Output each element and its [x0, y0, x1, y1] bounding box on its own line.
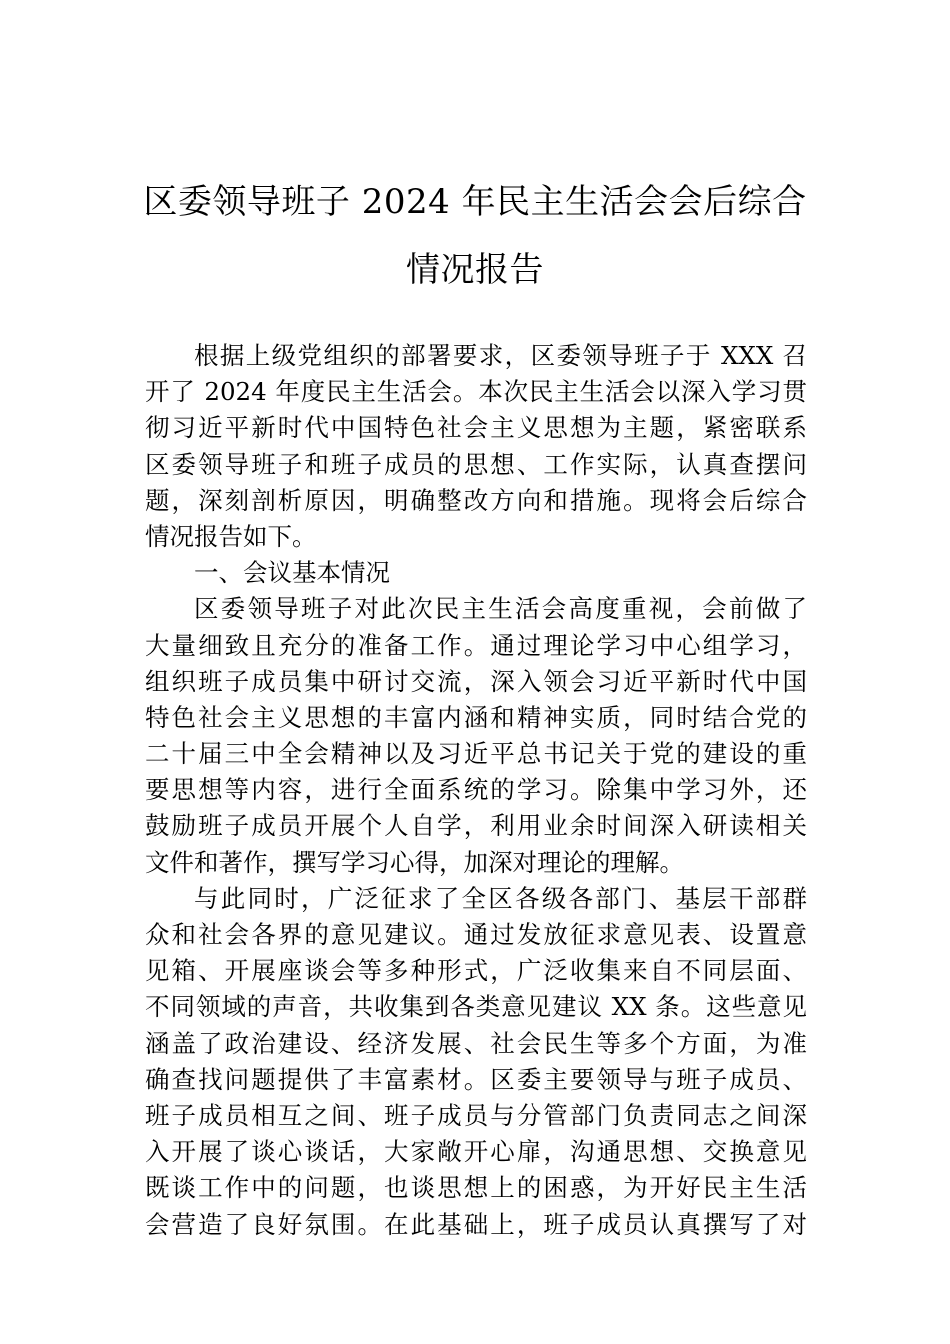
paragraph-line: 与此同时，广泛征求了全区各级各部门、基层干部群: [194, 883, 807, 913]
paragraph-line: 根据上级党组织的部署要求，区委领导班子于 XXX 召: [194, 341, 807, 370]
document-title-line-1: 区委领导班子 2024 年民主生活会会后综合: [143, 182, 807, 222]
paragraph-line: 见箱、开展座谈会等多种形式，广泛收集来自不同层面、: [145, 956, 807, 986]
paragraph-line: 要思想等内容，进行全面系统的学习。除集中学习外，还: [145, 775, 807, 805]
paragraph-line: 涵盖了政治建设、经济发展、社会民生等多个方面，为准: [145, 1028, 807, 1058]
paragraph-line: 既谈工作中的问题，也谈思想上的困惑，为开好民主生活: [145, 1173, 807, 1203]
paragraph-line: 会营造了良好氛围。在此基础上，班子成员认真撰写了对: [145, 1209, 807, 1239]
paragraph-line: 组织班子成员集中研讨交流，深入领会习近平新时代中国: [145, 666, 807, 696]
paragraph-line: 不同领域的声音，共收集到各类意见建议 XX 条。这些意见: [145, 992, 807, 1022]
paragraph-line: 文件和著作，撰写学习心得，加深对理论的理解。: [145, 847, 684, 877]
paragraph-line: 区委领导班子和班子成员的思想、工作实际，认真查摆问: [145, 449, 807, 479]
document-title-line-2: 情况报告: [406, 250, 544, 290]
paragraph-line: 特色社会主义思想的丰富内涵和精神实质，同时结合党的: [145, 702, 807, 732]
section-heading: 一、会议基本情况: [194, 558, 390, 588]
paragraph-line: 班子成员相互之间、班子成员与分管部门负责同志之间深: [145, 1100, 807, 1130]
paragraph-line: 题，深刻剖析原因，明确整改方向和措施。现将会后综合: [145, 485, 807, 515]
paragraph-line: 众和社会各界的意见建议。通过发放征求意见表、设置意: [145, 920, 807, 949]
paragraph-line: 大量细致且充分的准备工作。通过理论学习中心组学习，: [145, 630, 807, 660]
paragraph-line: 鼓励班子成员开展个人自学，利用业余时间深入研读相关: [145, 811, 807, 841]
document-body: [145, 338, 807, 1243]
paragraph-line: 入开展了谈心谈话，大家敞开心扉，沟通思想、交换意见: [145, 1137, 807, 1167]
paragraph-line: 开了 2024 年度民主生活会。本次民主生活会以深入学习贯: [145, 377, 807, 407]
paragraph-line: 彻习近平新时代中国特色社会主义思想为主题，紧密联系: [145, 413, 807, 443]
paragraph-line: 确查找问题提供了丰富素材。区委主要领导与班子成员、: [145, 1064, 807, 1094]
paragraph-line: 情况报告如下。: [145, 521, 317, 551]
paragraph-line: 二十届三中全会精神以及习近平总书记关于党的建设的重: [145, 739, 807, 769]
paragraph-line: 区委领导班子对此次民主生活会高度重视，会前做了: [194, 594, 807, 624]
